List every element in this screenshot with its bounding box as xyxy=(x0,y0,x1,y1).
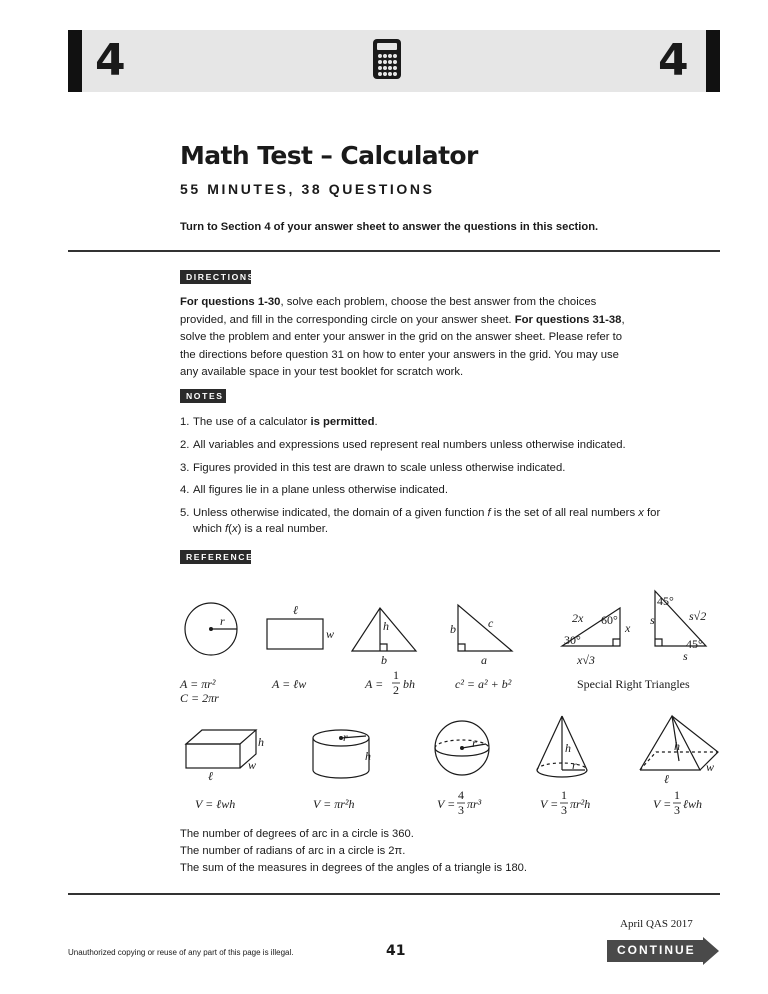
svg-text:r: r xyxy=(220,614,225,628)
test-duration-subtitle: 55 MINUTES, 38 QUESTIONS xyxy=(180,181,435,197)
svg-text:h: h xyxy=(383,619,389,633)
svg-text:w: w xyxy=(248,758,257,772)
directions-text-2: , solve the problem and enter your answer in the grid on the answer sheet. Please refer to the directions before question 31 on how to enter your answers in the grid. You may use any available space in your test booklet for scratch work. xyxy=(180,313,625,379)
directions-text xyxy=(180,294,640,382)
section-header-left-bar xyxy=(68,30,82,92)
svg-text:1: 1 xyxy=(674,788,680,802)
svg-text:πr²h: πr²h xyxy=(570,797,591,811)
page-number: 41 xyxy=(386,943,406,959)
svg-text:x: x xyxy=(625,621,631,635)
continue-button[interactable] xyxy=(607,937,719,965)
section-number-left: 4 xyxy=(95,35,126,86)
svg-text:s: s xyxy=(683,649,688,663)
rectangular-box-figure xyxy=(186,730,256,744)
svg-text:A =: A = xyxy=(365,677,384,691)
svg-text:V =: V = xyxy=(540,797,559,811)
reference-formulas-figure xyxy=(0,590,768,830)
calculator-icon xyxy=(372,38,402,80)
svg-text:30°: 30° xyxy=(564,633,581,647)
section-header-right-bar xyxy=(706,30,720,92)
svg-text:ℓ: ℓ xyxy=(664,772,669,786)
svg-text:ℓwh: ℓwh xyxy=(683,797,703,811)
svg-text:r: r xyxy=(472,736,477,750)
rectangle-figure xyxy=(267,619,323,649)
directions-label: DIRECTIONS xyxy=(180,270,251,284)
svg-text:r: r xyxy=(343,730,348,744)
svg-text:c² = a² + b²: c² = a² + b² xyxy=(455,677,512,691)
right-triangle-figure xyxy=(458,605,512,651)
fact-triangle-angles: The sum of the measures in degrees of the angles of a triangle is 180. xyxy=(180,862,528,874)
cone-figure xyxy=(537,716,562,770)
svg-text:V = πr²h: V = πr²h xyxy=(313,797,355,811)
svg-text:2: 2 xyxy=(393,683,399,697)
svg-text:bh: bh xyxy=(403,677,415,691)
svg-text:3: 3 xyxy=(561,803,567,817)
svg-text:3: 3 xyxy=(458,803,464,817)
note-item-1: 1. The use of a calculator is permitted. xyxy=(180,416,378,428)
notes-label: NOTES xyxy=(180,389,226,403)
svg-text:45°: 45° xyxy=(657,594,674,608)
svg-text:h: h xyxy=(258,735,264,749)
svg-text:x√3: x√3 xyxy=(577,653,595,667)
svg-text:s: s xyxy=(650,613,655,627)
svg-text:V = ℓwh: V = ℓwh xyxy=(195,797,236,811)
copyright-notice: Unauthorized copying or reuse of any part of this page is illegal. xyxy=(68,948,294,957)
form-code: April QAS 2017 xyxy=(620,918,693,930)
svg-text:V =: V = xyxy=(437,797,456,811)
directions-bold-2: For questions 31-38 xyxy=(514,313,622,326)
svg-text:1: 1 xyxy=(393,668,399,682)
svg-text:πr³: πr³ xyxy=(467,797,482,811)
svg-text:C = 2πr: C = 2πr xyxy=(180,691,219,705)
svg-text:ℓ: ℓ xyxy=(293,603,298,617)
svg-text:s√2: s√2 xyxy=(689,609,707,623)
note-item-2: 2. All variables and expressions used represent real numbers unless otherwise indicated. xyxy=(180,438,626,451)
pyramid-figure xyxy=(640,716,700,770)
svg-text:V =: V = xyxy=(653,797,672,811)
svg-text:60°: 60° xyxy=(601,613,618,627)
bottom-divider xyxy=(68,893,720,895)
svg-text:w: w xyxy=(326,627,335,641)
special-right-triangles-caption: Special Right Triangles xyxy=(577,677,690,691)
note-item-5: 5. Unless otherwise indicated, the domain of a given function f is the set of all real numbers x for which f(x) is a real number. xyxy=(180,507,661,536)
svg-text:r: r xyxy=(572,758,577,772)
continue-label: CONTINUE xyxy=(617,943,696,957)
svg-text:b: b xyxy=(381,653,387,667)
directions-text-1: , solve each problem, choose the best answer from the choices provided, and fill in the corresponding circle on your answer sheet. xyxy=(180,296,597,326)
svg-text:h: h xyxy=(365,749,371,763)
reference-label: REFERENCE xyxy=(180,550,251,564)
svg-text:w: w xyxy=(706,760,715,774)
svg-text:h: h xyxy=(565,741,571,755)
svg-text:b: b xyxy=(450,622,456,636)
svg-text:1: 1 xyxy=(561,788,567,802)
note-item-3: 3. Figures provided in this test are drawn to scale unless otherwise indicated. xyxy=(180,461,566,474)
svg-text:a: a xyxy=(481,653,487,667)
note-item-4: 4. All figures lie in a plane unless otherwise indicated. xyxy=(180,484,448,497)
svg-text:2x: 2x xyxy=(572,611,584,625)
svg-text:ℓ: ℓ xyxy=(208,769,213,783)
svg-text:A = πr²: A = πr² xyxy=(180,677,216,691)
fact-radians: The number of radians of arc in a circle is 2π. xyxy=(180,845,406,857)
page-title: Math Test – Calculator xyxy=(180,141,478,170)
svg-text:4: 4 xyxy=(458,788,464,802)
directions-bold-1: For questions 1-30 xyxy=(180,296,281,308)
svg-text:c: c xyxy=(488,616,494,630)
fact-degrees: The number of degrees of arc in a circle is 360. xyxy=(180,828,414,840)
top-divider xyxy=(68,250,720,252)
reference-facts xyxy=(180,826,527,877)
svg-text:3: 3 xyxy=(674,803,680,817)
svg-text:45°: 45° xyxy=(686,637,703,651)
svg-text:h: h xyxy=(674,739,680,753)
svg-text:A = ℓw: A = ℓw xyxy=(272,677,307,691)
section-number-right: 4 xyxy=(658,35,689,86)
answer-sheet-instruction: Turn to Section 4 of your answer sheet to answer the questions in this section. xyxy=(180,221,599,233)
notes-list xyxy=(180,414,680,544)
